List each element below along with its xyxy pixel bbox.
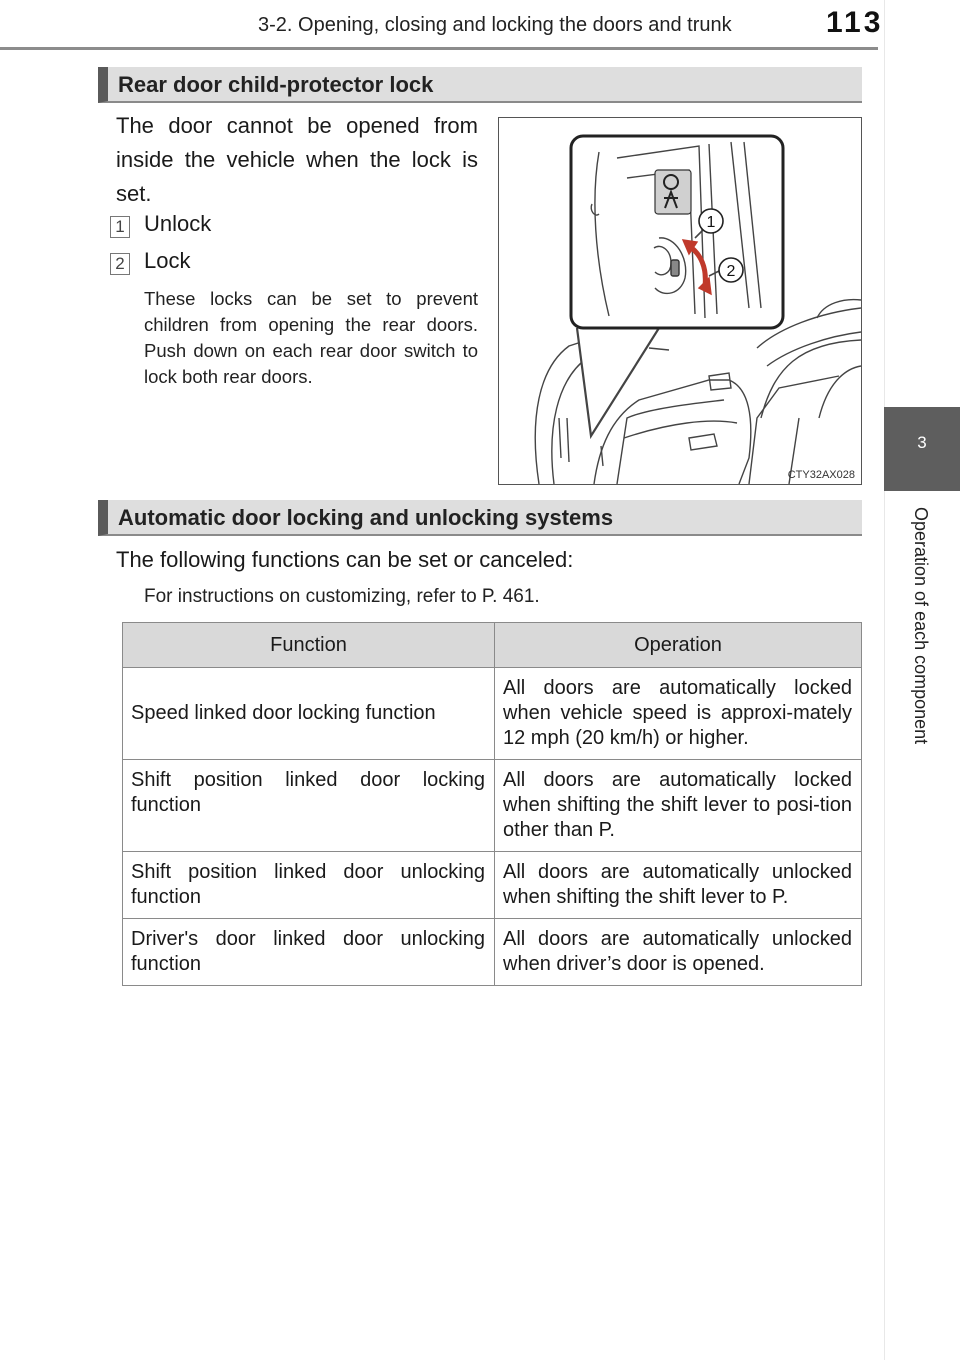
table-row	[123, 760, 862, 852]
section-heading-auto-lock	[98, 500, 862, 536]
table-row	[123, 919, 862, 986]
column-header-operation: Operation	[495, 623, 862, 668]
callout-number-1: 1	[706, 214, 716, 231]
table-cell-operation: All doors are automatically locked when shifting the shift lever to posi-tion other than P.	[495, 760, 862, 852]
chapter-title: Operation of each component	[911, 507, 931, 745]
section-heading-text: Rear door child-protector lock	[118, 72, 434, 97]
page-number: 113	[826, 6, 884, 39]
callout-number-2: 2	[726, 263, 736, 280]
table-cell-operation: All doors are automatically unlocked when driver’s door is opened.	[495, 919, 862, 986]
side-divider	[884, 0, 885, 1360]
illustration-code: CTY32AX028	[787, 469, 855, 481]
table-cell-operation: All doors are automatically locked when vehicle speed is approxi-mately 12 mph (20 km/h) or higher.	[495, 668, 862, 760]
list-item-label: Unlock	[144, 211, 212, 236]
header-rule	[0, 47, 878, 50]
child-lock-intro: The door cannot be opened from inside the vehicle when the lock is set.	[116, 113, 478, 206]
section-heading-child-lock	[98, 67, 862, 103]
table-cell-function: Shift position linked door unlocking function	[123, 852, 495, 919]
table-cell-operation: All doors are automatically unlocked when shifting the shift lever to P.	[495, 852, 862, 919]
table-cell-function: Driver's door linked door unlocking function	[123, 919, 495, 986]
running-header	[0, 0, 884, 50]
function-table	[122, 622, 862, 986]
table-row	[123, 852, 862, 919]
chapter-number: 3	[917, 433, 927, 452]
auto-lock-intro: The following functions can be set or canceled:	[116, 547, 574, 572]
table-cell-function: Speed linked door locking function	[123, 668, 495, 760]
column-header-function: Function	[123, 623, 495, 668]
section-heading-text: Automatic door locking and unlocking systems	[118, 505, 614, 530]
table-row	[123, 668, 862, 760]
child-lock-illustration	[498, 117, 862, 485]
running-header-title: 3-2. Opening, closing and locking the doors and trunk	[258, 14, 732, 36]
child-lock-note: These locks can be set to prevent children from opening the rear doors. Push down on each rear door switch to lock both rear doors.	[144, 288, 478, 387]
table-cell-function: Shift position linked door locking function	[123, 760, 495, 852]
list-item-label: Lock	[144, 248, 191, 273]
number-badge: 1	[110, 216, 130, 238]
number-badge: 2	[110, 253, 130, 275]
table-header-row	[123, 623, 862, 668]
door-illustration-drawing	[499, 118, 861, 484]
auto-lock-note: For instructions on customizing, refer to P. 461.	[144, 586, 540, 607]
chapter-tab	[884, 407, 960, 491]
